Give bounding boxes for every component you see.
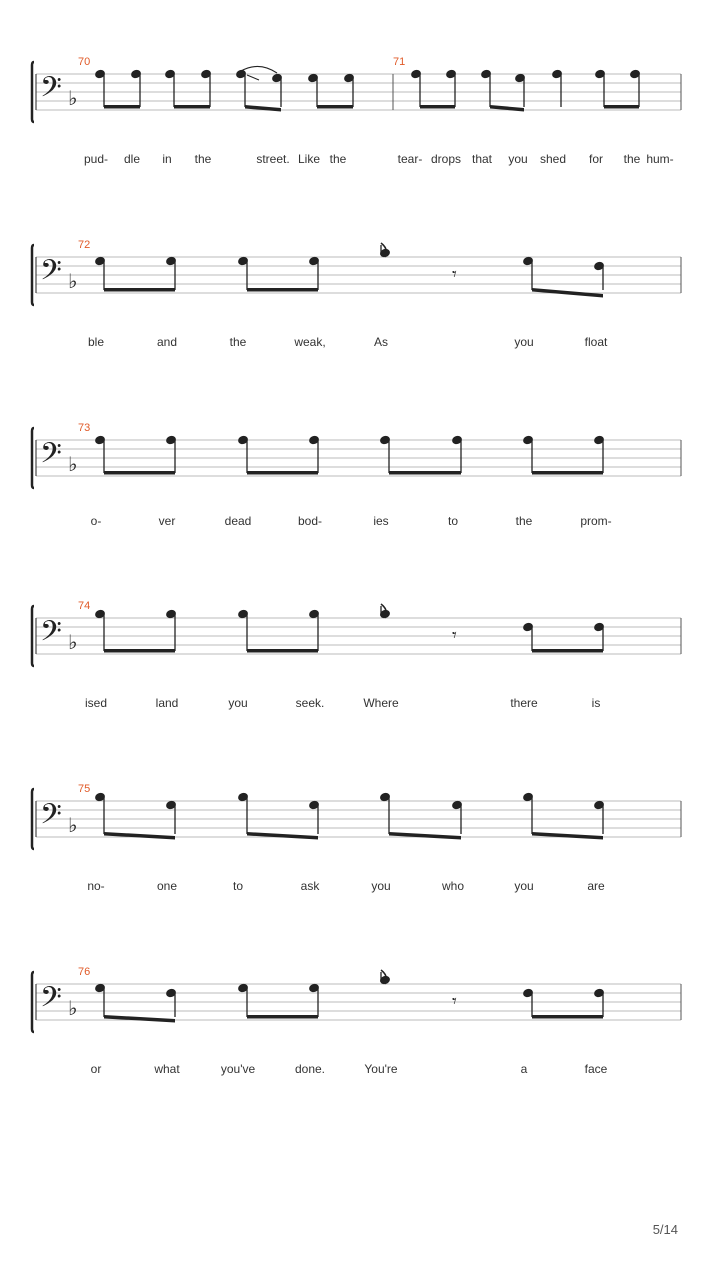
measure-number: 75 xyxy=(78,783,91,795)
lyric-syllable: weak, xyxy=(294,335,326,349)
lyric-syllable: you've xyxy=(220,1062,256,1076)
lyric-syllable: dle xyxy=(123,152,141,166)
lyric-syllable: drops xyxy=(430,152,462,166)
key-signature-flat-icon: ♭ xyxy=(68,452,78,476)
lyric-syllable: ask xyxy=(300,879,320,893)
lyric-syllable: bod- xyxy=(297,514,323,528)
lyric-syllable: who xyxy=(441,879,465,893)
lyric-syllable: is xyxy=(591,696,601,710)
lyric-syllable: ver xyxy=(158,514,176,528)
lyric-syllable: shed xyxy=(539,152,567,166)
eighth-rest-icon: 𝄾 xyxy=(452,991,457,1012)
lyric-syllable: face xyxy=(584,1062,608,1076)
eighth-rest-icon: 𝄾 xyxy=(452,264,457,285)
note-beam xyxy=(104,1015,175,1023)
key-signature-flat-icon: ♭ xyxy=(68,813,78,837)
measure-number: 70 xyxy=(78,56,91,68)
lyric-syllable: you xyxy=(371,879,391,893)
lyric-syllable: ies xyxy=(373,514,389,528)
lyric-syllable: Like xyxy=(297,152,321,166)
bass-clef-icon: 𝄢 xyxy=(40,71,62,111)
measure-number: 76 xyxy=(78,966,91,978)
lyric-syllable: hum- xyxy=(646,152,674,166)
key-signature-flat-icon: ♭ xyxy=(68,86,78,110)
lyric-syllable: pud- xyxy=(83,152,109,166)
lyric-syllable: are xyxy=(587,879,605,893)
lyric-syllable: o- xyxy=(90,514,102,528)
lyric-syllable: seek. xyxy=(295,696,325,710)
lyric-syllable: done. xyxy=(294,1062,326,1076)
lyric-syllable: dead xyxy=(224,514,252,528)
lyric-syllable: ised xyxy=(84,696,108,710)
lyric-syllable: to xyxy=(447,514,459,528)
bass-clef-icon: 𝄢 xyxy=(40,437,62,477)
lyric-syllable: prom- xyxy=(580,514,612,528)
lyric-syllable: that xyxy=(471,152,493,166)
lyric-syllable: As xyxy=(373,335,389,349)
lyric-syllable: and xyxy=(156,335,178,349)
measure-number: 72 xyxy=(78,239,91,251)
lyric-syllable: no- xyxy=(87,879,105,893)
page-number: 5/14 xyxy=(652,1222,678,1237)
lyric-syllable: you xyxy=(514,879,534,893)
eighth-rest-icon: 𝄾 xyxy=(452,625,457,646)
lyric-syllable: the xyxy=(623,152,641,166)
lyric-syllable: ble xyxy=(87,335,105,349)
lyric-syllable: to xyxy=(232,879,244,893)
lyric-syllable: Where xyxy=(363,696,399,710)
bass-clef-icon: 𝄢 xyxy=(40,798,62,838)
measure-number: 71 xyxy=(393,56,406,68)
lyric-syllable: You're xyxy=(364,1062,398,1076)
lyric-syllable: float xyxy=(584,335,608,349)
note-beam xyxy=(532,1015,603,1019)
lyric-syllable: street. xyxy=(256,152,290,166)
lyric-syllable: tear- xyxy=(397,152,423,166)
system-bracket xyxy=(32,972,34,1032)
measure-number: 73 xyxy=(78,422,91,434)
key-signature-flat-icon: ♭ xyxy=(68,269,78,293)
measure-number: 74 xyxy=(78,600,91,612)
lyric-syllable: a xyxy=(520,1062,528,1076)
lyric-syllable: the xyxy=(194,152,212,166)
lyric-syllable: what xyxy=(154,1062,180,1076)
lyric-syllable: there xyxy=(510,696,538,710)
lyric-syllable: you xyxy=(508,152,528,166)
note-beam xyxy=(247,1015,318,1019)
lyric-syllable: for xyxy=(588,152,604,166)
key-signature-flat-icon: ♭ xyxy=(68,630,78,654)
lyric-syllable: you xyxy=(514,335,534,349)
key-signature-flat-icon: ♭ xyxy=(68,996,78,1020)
bass-clef-icon: 𝄢 xyxy=(40,981,62,1021)
lyric-syllable: in xyxy=(162,152,172,166)
lyric-syllable: one xyxy=(156,879,178,893)
lyric-syllable: land xyxy=(155,696,179,710)
bass-clef-icon: 𝄢 xyxy=(40,254,62,294)
lyric-syllable: the xyxy=(329,152,347,166)
lyric-syllable: the xyxy=(515,514,533,528)
lyric-syllable: or xyxy=(90,1062,102,1076)
lyric-syllable: the xyxy=(229,335,247,349)
bass-clef-icon: 𝄢 xyxy=(40,615,62,655)
lyric-syllable: you xyxy=(228,696,248,710)
